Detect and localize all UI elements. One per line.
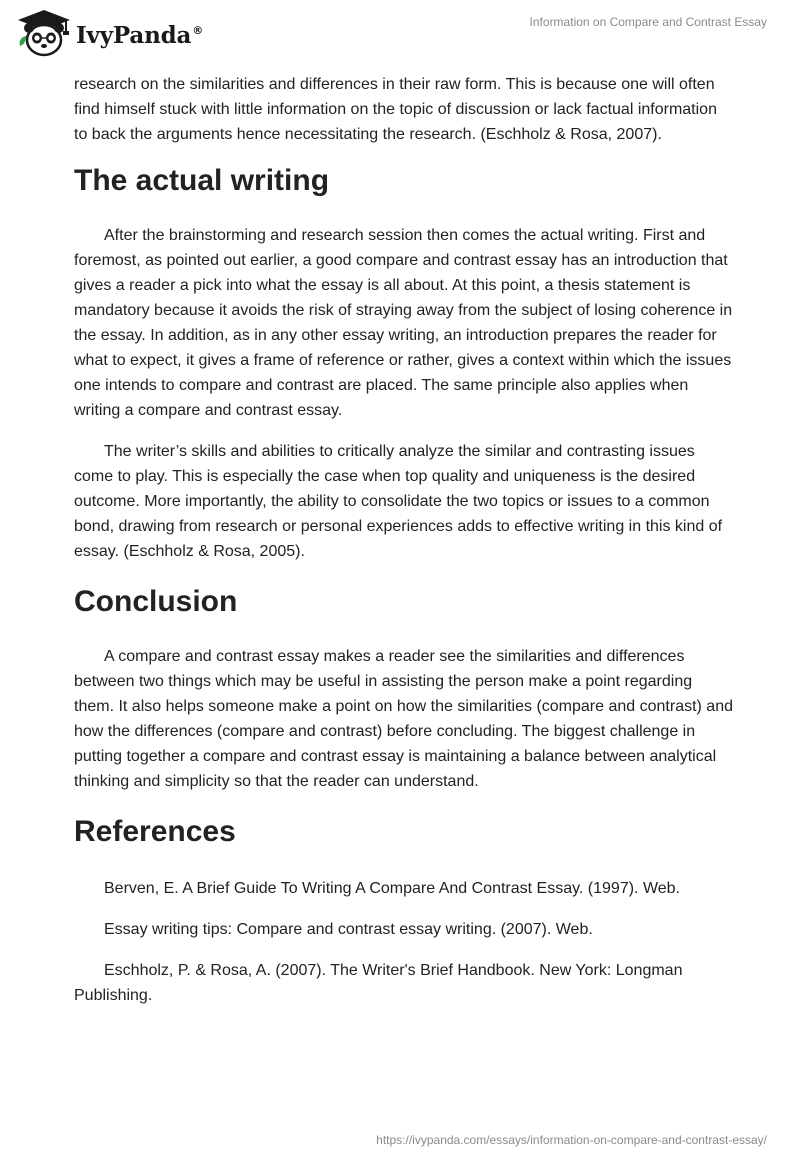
page-header: [0, 0, 800, 70]
body-paragraph: After the brainstorming and research session then comes the actual writing. First and foremost, as pointed out earlier, a good compare and contrast essay has an introduction that gives a reader a pick into what the essay is all about. At this point, a thesis statement is mandatory because it avoids the risk of straying away from the subject of losing coherence in the essay. In addition, as in any other essay writing, an introduction prepares the reader for what to expect, it gives a frame of reference or rather, gives a context within which the issues one intends to compare and contrast are placed. The same principle also applies when writing a compare and contrast essay.: [74, 227, 733, 419]
brand-logo[interactable]: [16, 8, 203, 58]
reference-item: Berven, E. A Brief Guide To Writing A Compare And Contrast Essay. (1997). Web.: [104, 880, 680, 897]
section-heading-references: References: [74, 815, 236, 848]
body-paragraph: The writer’s skills and abilities to critically analyze the similar and contrasting issues come to play. This is especially the case when top quality and uniqueness is the desired outcome. More importantly, the ability to consolidate the two topics or issues to a common bond, drawing from research or personal experiences adds to effective writing in this kind of essay. (Eschholz & Rosa, 2005).: [74, 443, 723, 560]
section-heading-conclusion: Conclusion: [74, 585, 238, 618]
essay-body: [74, 72, 734, 1024]
brand-registered-mark: ®: [192, 23, 203, 37]
reference-item: Eschholz, P. & Rosa, A. (2007). The Writer's Brief Handbook. New York: Longman Publishing.: [74, 962, 683, 1004]
body-paragraph: A compare and contrast essay makes a reader see the similarities and differences between two things which may be useful in assisting the person make a point regarding them. It also helps someone make a point on how the similarities (compare and contrast) and how the differences (compare and contrast) before concluding. The biggest challenge in putting together a compare and contrast essay is maintaining a balance between analytical thinking and simplicity so that the reader can understand.: [74, 648, 733, 790]
section-heading-actual-writing: The actual writing: [74, 164, 330, 197]
intro-paragraph: research on the similarities and differences in their raw form. This is because one will often find himself stuck with little information on the topic of discussion or lack factual information to back the arguments hence necessitating the research. (Eschholz & Rosa, 2007).: [74, 76, 717, 143]
document-title: Information on Compare and Contrast Essay: [529, 15, 767, 29]
brand-name: IvyPanda®: [76, 21, 203, 49]
panda-logo-icon: [16, 8, 72, 58]
source-url-link[interactable]: https://ivypanda.com/essays/information-on-compare-and-contrast-essay/: [376, 1133, 767, 1147]
reference-item: Essay writing tips: Compare and contrast essay writing. (2007). Web.: [104, 921, 593, 938]
